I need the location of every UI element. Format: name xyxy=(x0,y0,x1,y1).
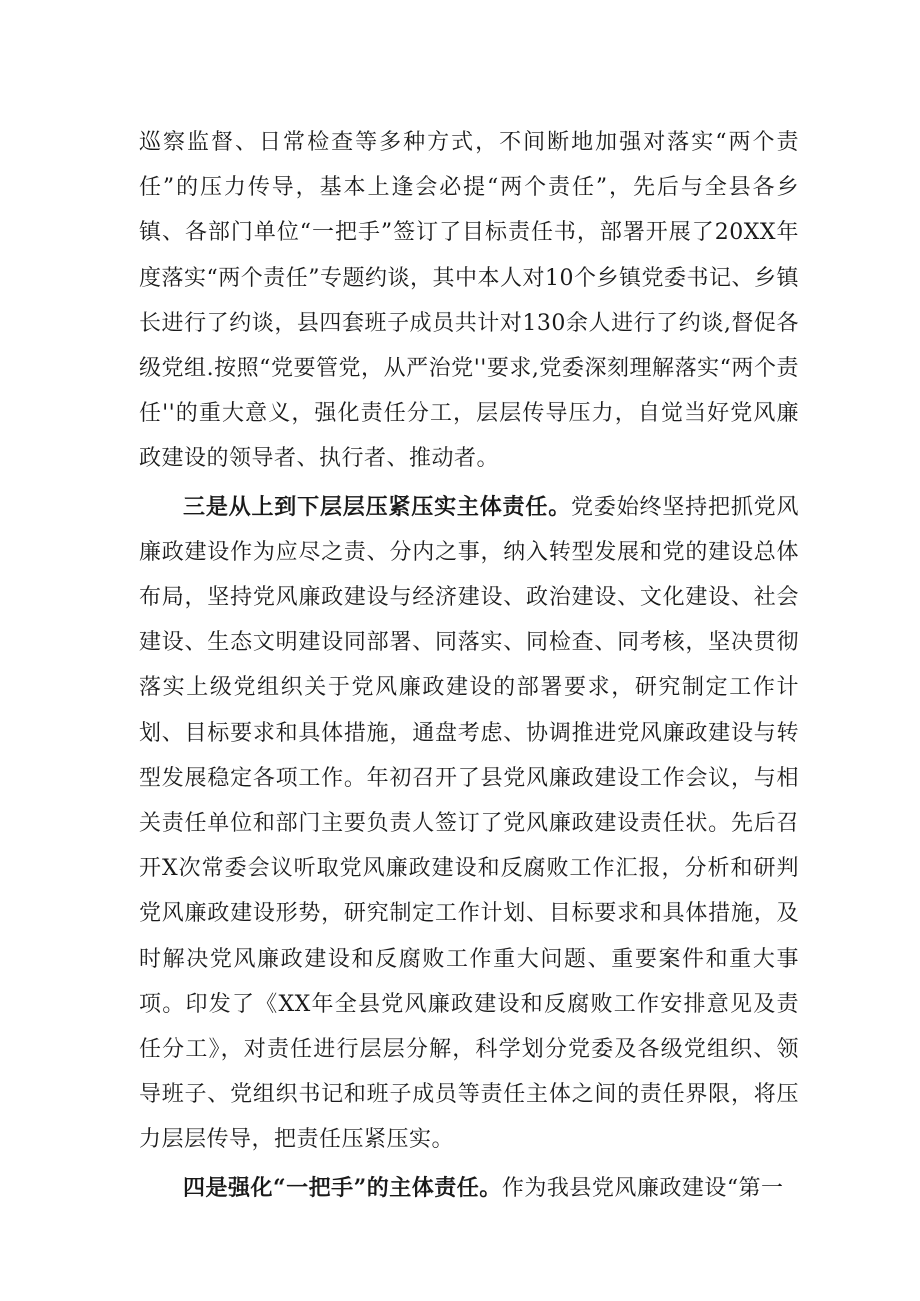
paragraph-point-three xyxy=(139,485,799,1163)
paragraph-point-three-heading: 三是从上到下层层压紧压实主体责任。 xyxy=(183,493,572,520)
paragraph-point-three-text: 党委始终坚持把抓党风廉政建设作为应尽之责、分内之事，纳入转型发展和党的建设总体布局，坚持党风廉政建设与经济建设、政治建设、文化建设、社会建设、生态文明建设同部署、同落实、同检查、同考核，坚决贯彻落实上级党组织关于党风廉政建设的部署要求，研究制定工作计划、目标要求和具体措施，通盘考虑、协调推进党风廉政建设与转型发展稳定各项工作。年初召开了县党风廉政建设工作会议，与相关责任单位和部门主要负责人签订了党风廉政建设责任状。先后召开X次常委会议听取党风廉政建设和反腐败工作汇报，分析和研判党风廉政建设形势，研究制定工作计划、目标要求和具体措施，及时解决党风廉政建设和反腐败工作重大问题、重要案件和重大事项。印发了《XX年全县党风廉政建设和反腐败工作安排意见及责任分工》，对责任进行层层分解，科学划分党委及各级党组织、领导班子、党组织书记和班子成员等责任主体之间的责任界限，将压力层层传导，把责任压紧压实。 xyxy=(139,494,799,1153)
paragraph-point-four xyxy=(139,1166,799,1211)
document-body xyxy=(139,120,799,1211)
paragraph-continued xyxy=(139,120,799,482)
paragraph-point-four-text: 作为我县党风廉政建设“第一 xyxy=(501,1175,784,1201)
paragraph-continued-text: 巡察监督、日常检查等多种方式，不间断地加强对落实“两个责任”的压力传导，基本上逢会必提“两个责任”，先后与全县各乡镇、各部门单位“一把手”签订了目标责任书，部署开展了20XX年度落实“两个责任”专题约谈，其中本人对10个乡镇党委书记、乡镇长进行了约谈，县四套班子成员共计对130余人进行了约谈,督促各级党组.按照“党要管党，从严治党''要求,党委深刻理解落实“两个责任''的重大意义，强化责任分工，层层传导压力，自觉当好党风廉政建设的领导者、执行者、推动者。 xyxy=(139,130,799,472)
paragraph-point-four-heading: 四是强化“一把手”的主体责任。 xyxy=(183,1174,502,1201)
